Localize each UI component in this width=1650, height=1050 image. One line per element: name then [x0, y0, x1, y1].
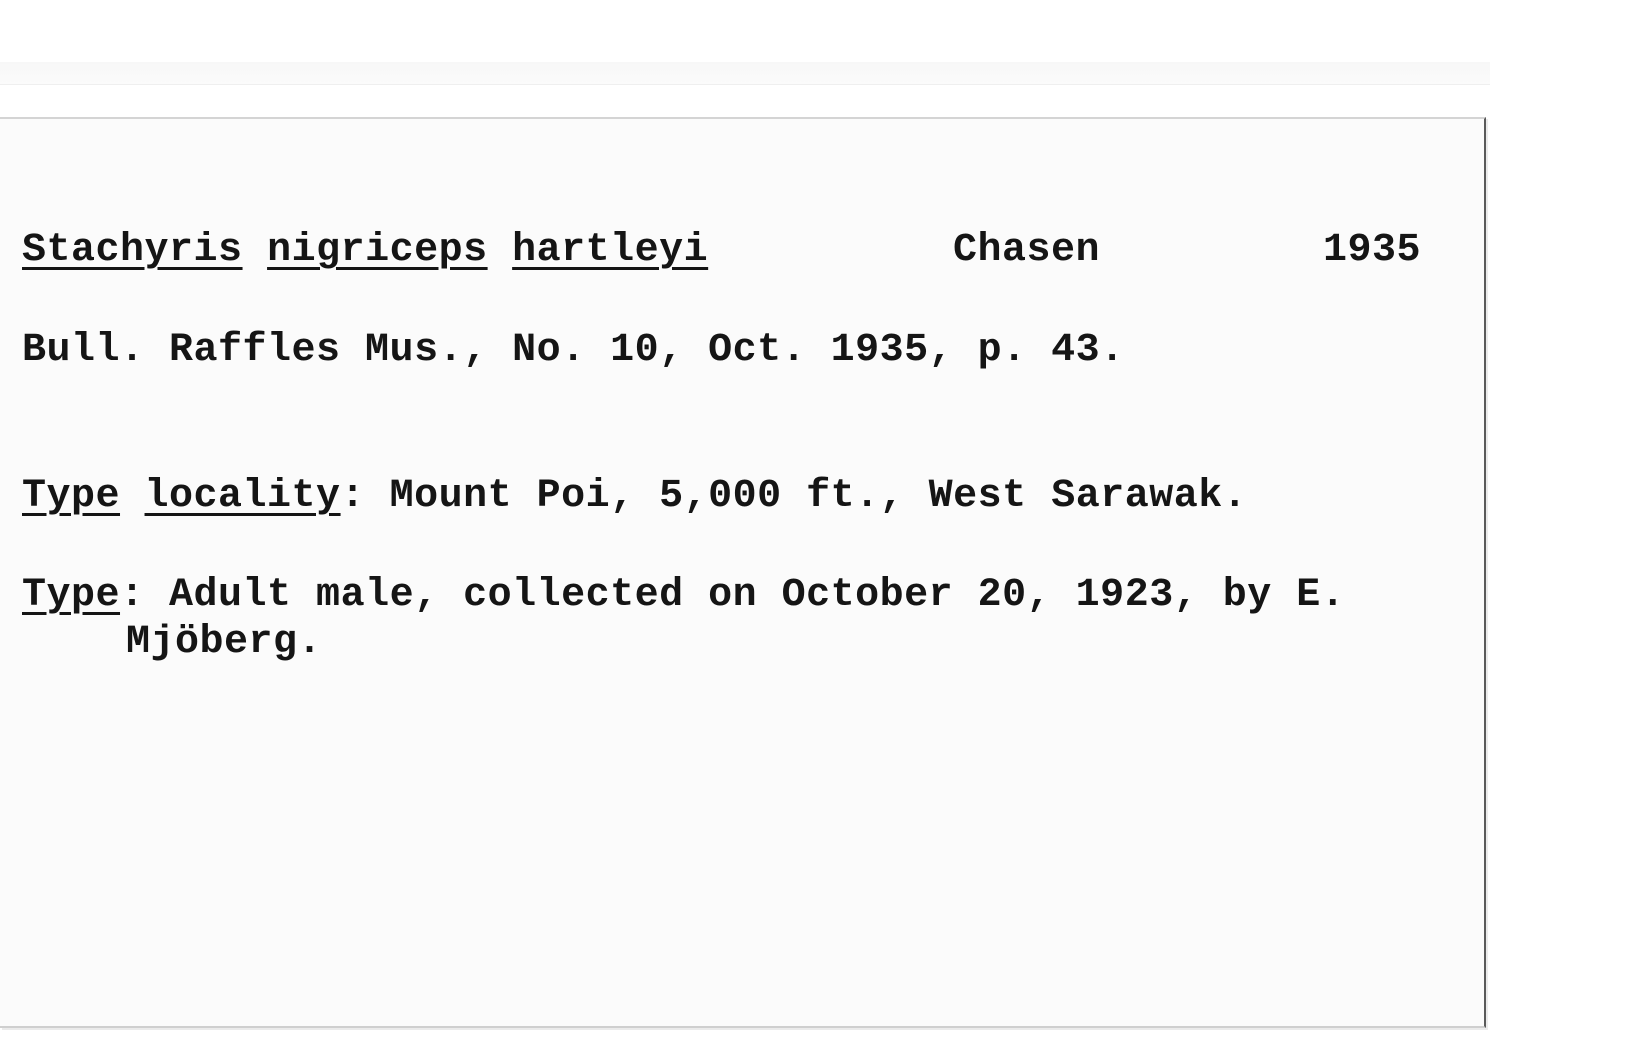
- scan-top-strip: [0, 62, 1490, 85]
- type-line: [22, 573, 1346, 618]
- type-text-continuation: Mjöberg.: [126, 620, 323, 665]
- index-card: [0, 117, 1486, 1028]
- genus-name: Stachyris: [22, 228, 243, 273]
- type-locality-text: Mount Poi, 5,000 ft., West Sarawak.: [365, 474, 1248, 519]
- type-text-line1: Adult male, collected on October 20, 1923, by E.: [144, 573, 1346, 618]
- taxon-name-line: [22, 228, 709, 273]
- type-separator: :: [120, 573, 145, 618]
- publication-year: 1935: [1323, 228, 1422, 273]
- type-label: Type: [22, 573, 121, 618]
- species-name: nigriceps: [267, 228, 488, 273]
- type-locality-label-word1: Type: [22, 474, 121, 519]
- type-locality-line: [22, 474, 1248, 519]
- type-locality-label-word2: locality: [144, 474, 341, 519]
- author-name: Chasen: [953, 228, 1101, 273]
- type-locality-separator: :: [340, 474, 366, 519]
- subspecies-name: hartleyi: [512, 228, 709, 273]
- citation-line: Bull. Raffles Mus., No. 10, Oct. 1935, p. 43.: [22, 328, 1125, 373]
